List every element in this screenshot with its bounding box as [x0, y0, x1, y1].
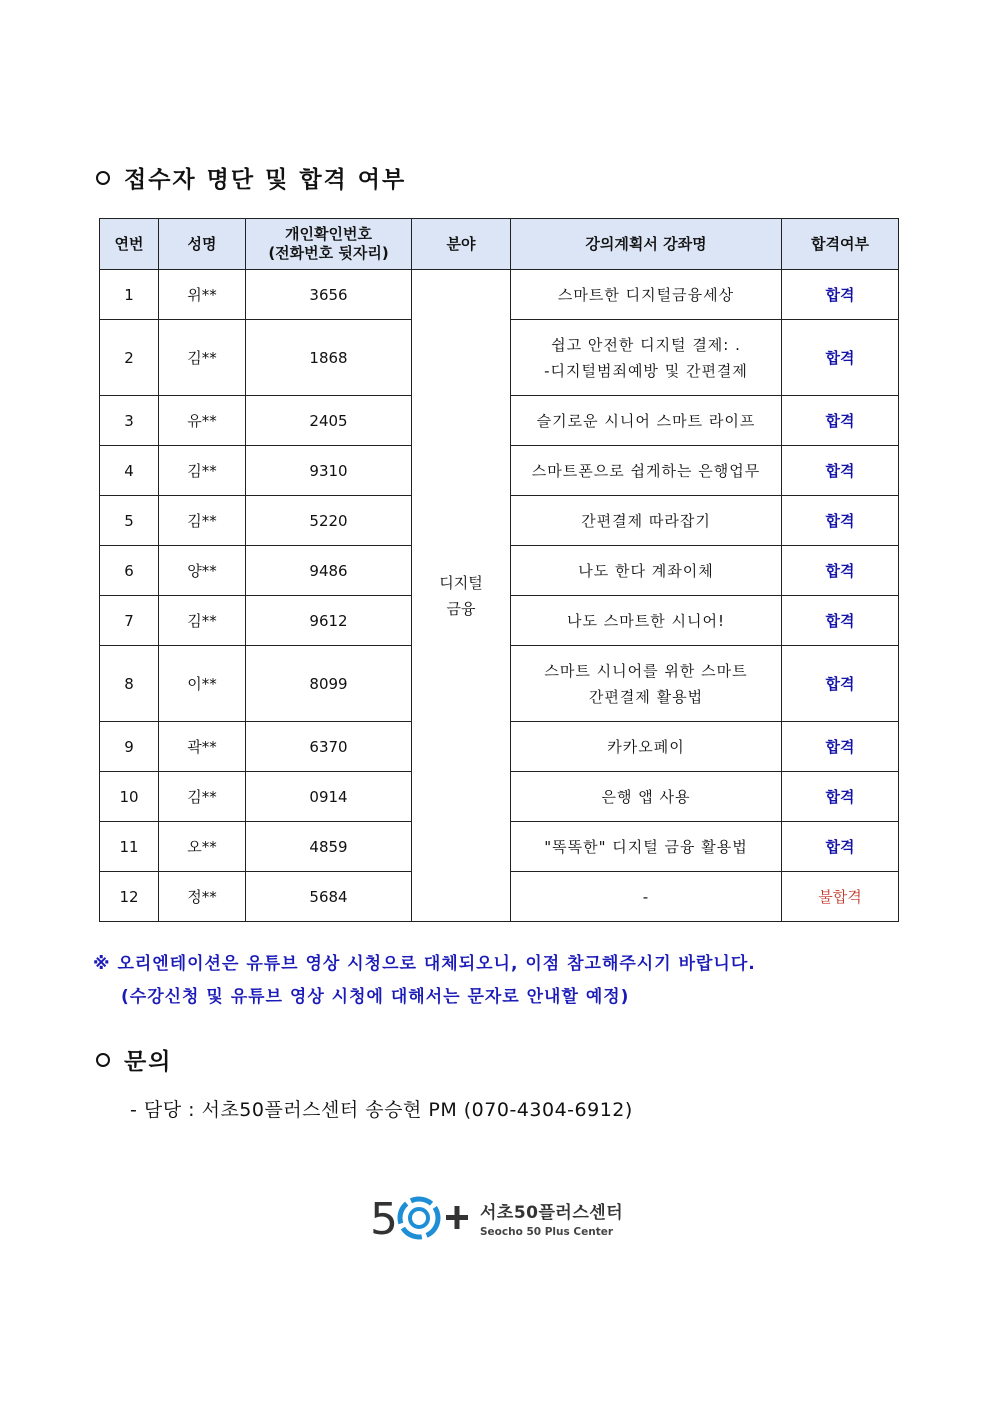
header-id-line2: (전화번호 뒷자리)	[268, 244, 389, 262]
row-course	[511, 772, 782, 822]
row-id: 0914	[246, 772, 412, 822]
row-result: 합격	[782, 646, 899, 722]
row-name: 정**	[159, 872, 246, 922]
contact-info: - 담당 : 서초50플러스센터 송승현 PM (070-4304-6912)	[130, 1099, 633, 1121]
course-line-1: -	[642, 887, 650, 906]
row-name: 김**	[159, 596, 246, 646]
course-line-2: -디지털범죄예방 및 간편결제	[544, 361, 748, 380]
row-no: 1	[100, 270, 159, 320]
row-course	[511, 320, 782, 396]
row-name: 이**	[159, 646, 246, 722]
course-line-1: "똑똑한" 디지털 금융 활용법	[544, 837, 748, 856]
table-body	[100, 270, 899, 922]
row-result: 불합격	[782, 872, 899, 922]
row-name: 김**	[159, 446, 246, 496]
course-line-1: 쉽고 안전한 디지털 결제: .	[551, 335, 741, 354]
table-header-row	[100, 219, 899, 270]
row-id: 4859	[246, 822, 412, 872]
course-line-2: 간편결제 활용법	[588, 687, 704, 706]
row-no: 12	[100, 872, 159, 922]
section-heading-inquiry	[96, 1043, 172, 1076]
header-id-line1: 개인확인번호	[285, 225, 372, 243]
row-course	[511, 822, 782, 872]
header-name: 성명	[159, 219, 246, 270]
circle-bullet-icon	[96, 171, 110, 185]
row-no: 2	[100, 320, 159, 396]
row-name: 위**	[159, 270, 246, 320]
row-result: 합격	[782, 320, 899, 396]
header-field: 분야	[412, 219, 511, 270]
course-line-1: 슬기로운 시니어 스마트 라이프	[536, 411, 756, 430]
row-no: 8	[100, 646, 159, 722]
row-no: 5	[100, 496, 159, 546]
course-line-1: 스마트폰으로 쉽게하는 은행업무	[531, 461, 761, 480]
row-id: 3656	[246, 270, 412, 320]
row-no: 11	[100, 822, 159, 872]
course-line-1: 간편결제 따라잡기	[581, 511, 711, 530]
row-result: 합격	[782, 446, 899, 496]
logo-mark-icon	[370, 1190, 470, 1246]
row-no: 7	[100, 596, 159, 646]
svg-text:5: 5	[370, 1194, 398, 1245]
row-result: 합격	[782, 596, 899, 646]
field-line-1: 디지털	[439, 573, 483, 592]
row-course	[511, 546, 782, 596]
row-name: 김**	[159, 320, 246, 396]
logo-name-ko: 서초50플러스센터	[480, 1203, 624, 1223]
row-course	[511, 646, 782, 722]
row-no: 4	[100, 446, 159, 496]
row-course	[511, 596, 782, 646]
circle-bullet-icon	[96, 1053, 110, 1067]
row-no: 6	[100, 546, 159, 596]
row-course	[511, 270, 782, 320]
field-cell	[412, 270, 511, 922]
row-course	[511, 872, 782, 922]
row-course	[511, 496, 782, 546]
header-result: 합격여부	[782, 219, 899, 270]
row-id: 2405	[246, 396, 412, 446]
row-result: 합격	[782, 396, 899, 446]
table-row	[100, 270, 899, 320]
row-no: 3	[100, 396, 159, 446]
row-name: 김**	[159, 496, 246, 546]
header-no: 연번	[100, 219, 159, 270]
row-result: 합격	[782, 546, 899, 596]
course-line-1: 은행 앱 사용	[601, 787, 691, 806]
header-course: 강의계획서 강좌명	[511, 219, 782, 270]
course-line-1: 스마트 시니어를 위한 스마트	[544, 661, 748, 680]
row-id: 6370	[246, 722, 412, 772]
notice-line-2: (수강신청 및 유튜브 영상 시청에 대해서는 문자로 안내할 예정)	[121, 987, 630, 1007]
row-result: 합격	[782, 496, 899, 546]
row-no: 10	[100, 772, 159, 822]
course-line-1: 나도 스마트한 시니어!	[567, 611, 725, 630]
row-course	[511, 446, 782, 496]
section-heading-applicants	[96, 161, 406, 194]
row-id: 5220	[246, 496, 412, 546]
seocho-50plus-logo	[370, 1190, 623, 1246]
row-id: 9612	[246, 596, 412, 646]
field-line-2: 금융	[446, 599, 476, 618]
row-no: 9	[100, 722, 159, 772]
row-course	[511, 722, 782, 772]
row-id: 1868	[246, 320, 412, 396]
row-name: 김**	[159, 772, 246, 822]
row-id: 5684	[246, 872, 412, 922]
row-course	[511, 396, 782, 446]
row-id: 8099	[246, 646, 412, 722]
row-name: 곽**	[159, 722, 246, 772]
row-result: 합격	[782, 772, 899, 822]
notice-line-1: ※ 오리엔테이션은 유튜브 영상 시청으로 대체되오니, 이점 참고해주시기 바랍니다.	[93, 954, 756, 974]
row-result: 합격	[782, 722, 899, 772]
row-id: 9486	[246, 546, 412, 596]
course-line-1: 나도 한다 계좌이체	[578, 561, 714, 580]
section-title: 문의	[124, 1049, 173, 1075]
row-name: 양**	[159, 546, 246, 596]
orientation-notice	[93, 948, 756, 1014]
row-result: 합격	[782, 270, 899, 320]
row-id: 9310	[246, 446, 412, 496]
section-title: 접수자 명단 및 합격 여부	[124, 167, 407, 193]
logo-name-en: Seocho 50 Plus Center	[480, 1226, 614, 1238]
header-id	[246, 219, 412, 270]
applicant-table	[99, 218, 899, 922]
course-line-1: 스마트한 디지털금융세상	[557, 285, 735, 304]
row-result: 합격	[782, 822, 899, 872]
row-name: 오**	[159, 822, 246, 872]
course-line-1: 카카오페이	[607, 737, 685, 756]
row-name: 유**	[159, 396, 246, 446]
